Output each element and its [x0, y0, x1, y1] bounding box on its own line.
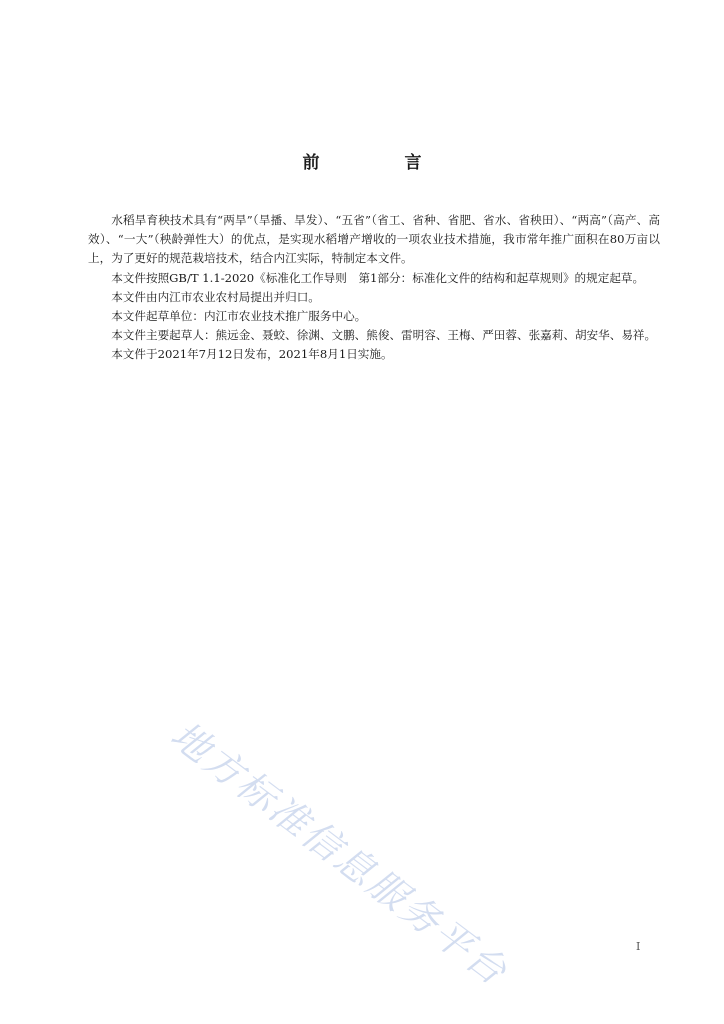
paragraph-intro: 水稻旱育秧技术具有“两旱”（旱播、旱发）、“五省”（省工、省种、省肥、省水、省秧田）、“两高”（高产、高效）、“一大”（秧龄弹性大）的优点，是实现水稻增产增收的一项农业技术措施，我市常年推广面积在80万亩以上，为了更好的规范栽培技术，结合内江实际，特制定本文件。: [88, 213, 660, 266]
paragraph-proposer: 本文件由内江市农业农村局提出并归口。: [111, 289, 320, 304]
page-title: 前 言: [302, 153, 456, 173]
foreword-body: [88, 211, 660, 365]
watermark-text: 地方标准信息服务平台: [162, 712, 517, 995]
paragraph-drafting-unit: 本文件起草单位：内江市农业技术推广服务中心。: [111, 309, 367, 324]
page-number: I: [636, 940, 641, 953]
paragraph-dates: 本文件于2021年7月12日发布，2021年8月1日实施。: [111, 347, 393, 362]
paragraph-drafters: 本文件主要起草人：熊远金、聂蛟、徐渊、文鹏、熊俊、雷明容、王梅、严田蓉、张嘉莉、胡安华、易祥。: [111, 328, 657, 343]
paragraph-drafting-standard: 本文件按照GB/T 1.1-2020《标准化工作导则 第1部分：标准化文件的结构和起草规则》的规定起草。: [111, 270, 645, 285]
